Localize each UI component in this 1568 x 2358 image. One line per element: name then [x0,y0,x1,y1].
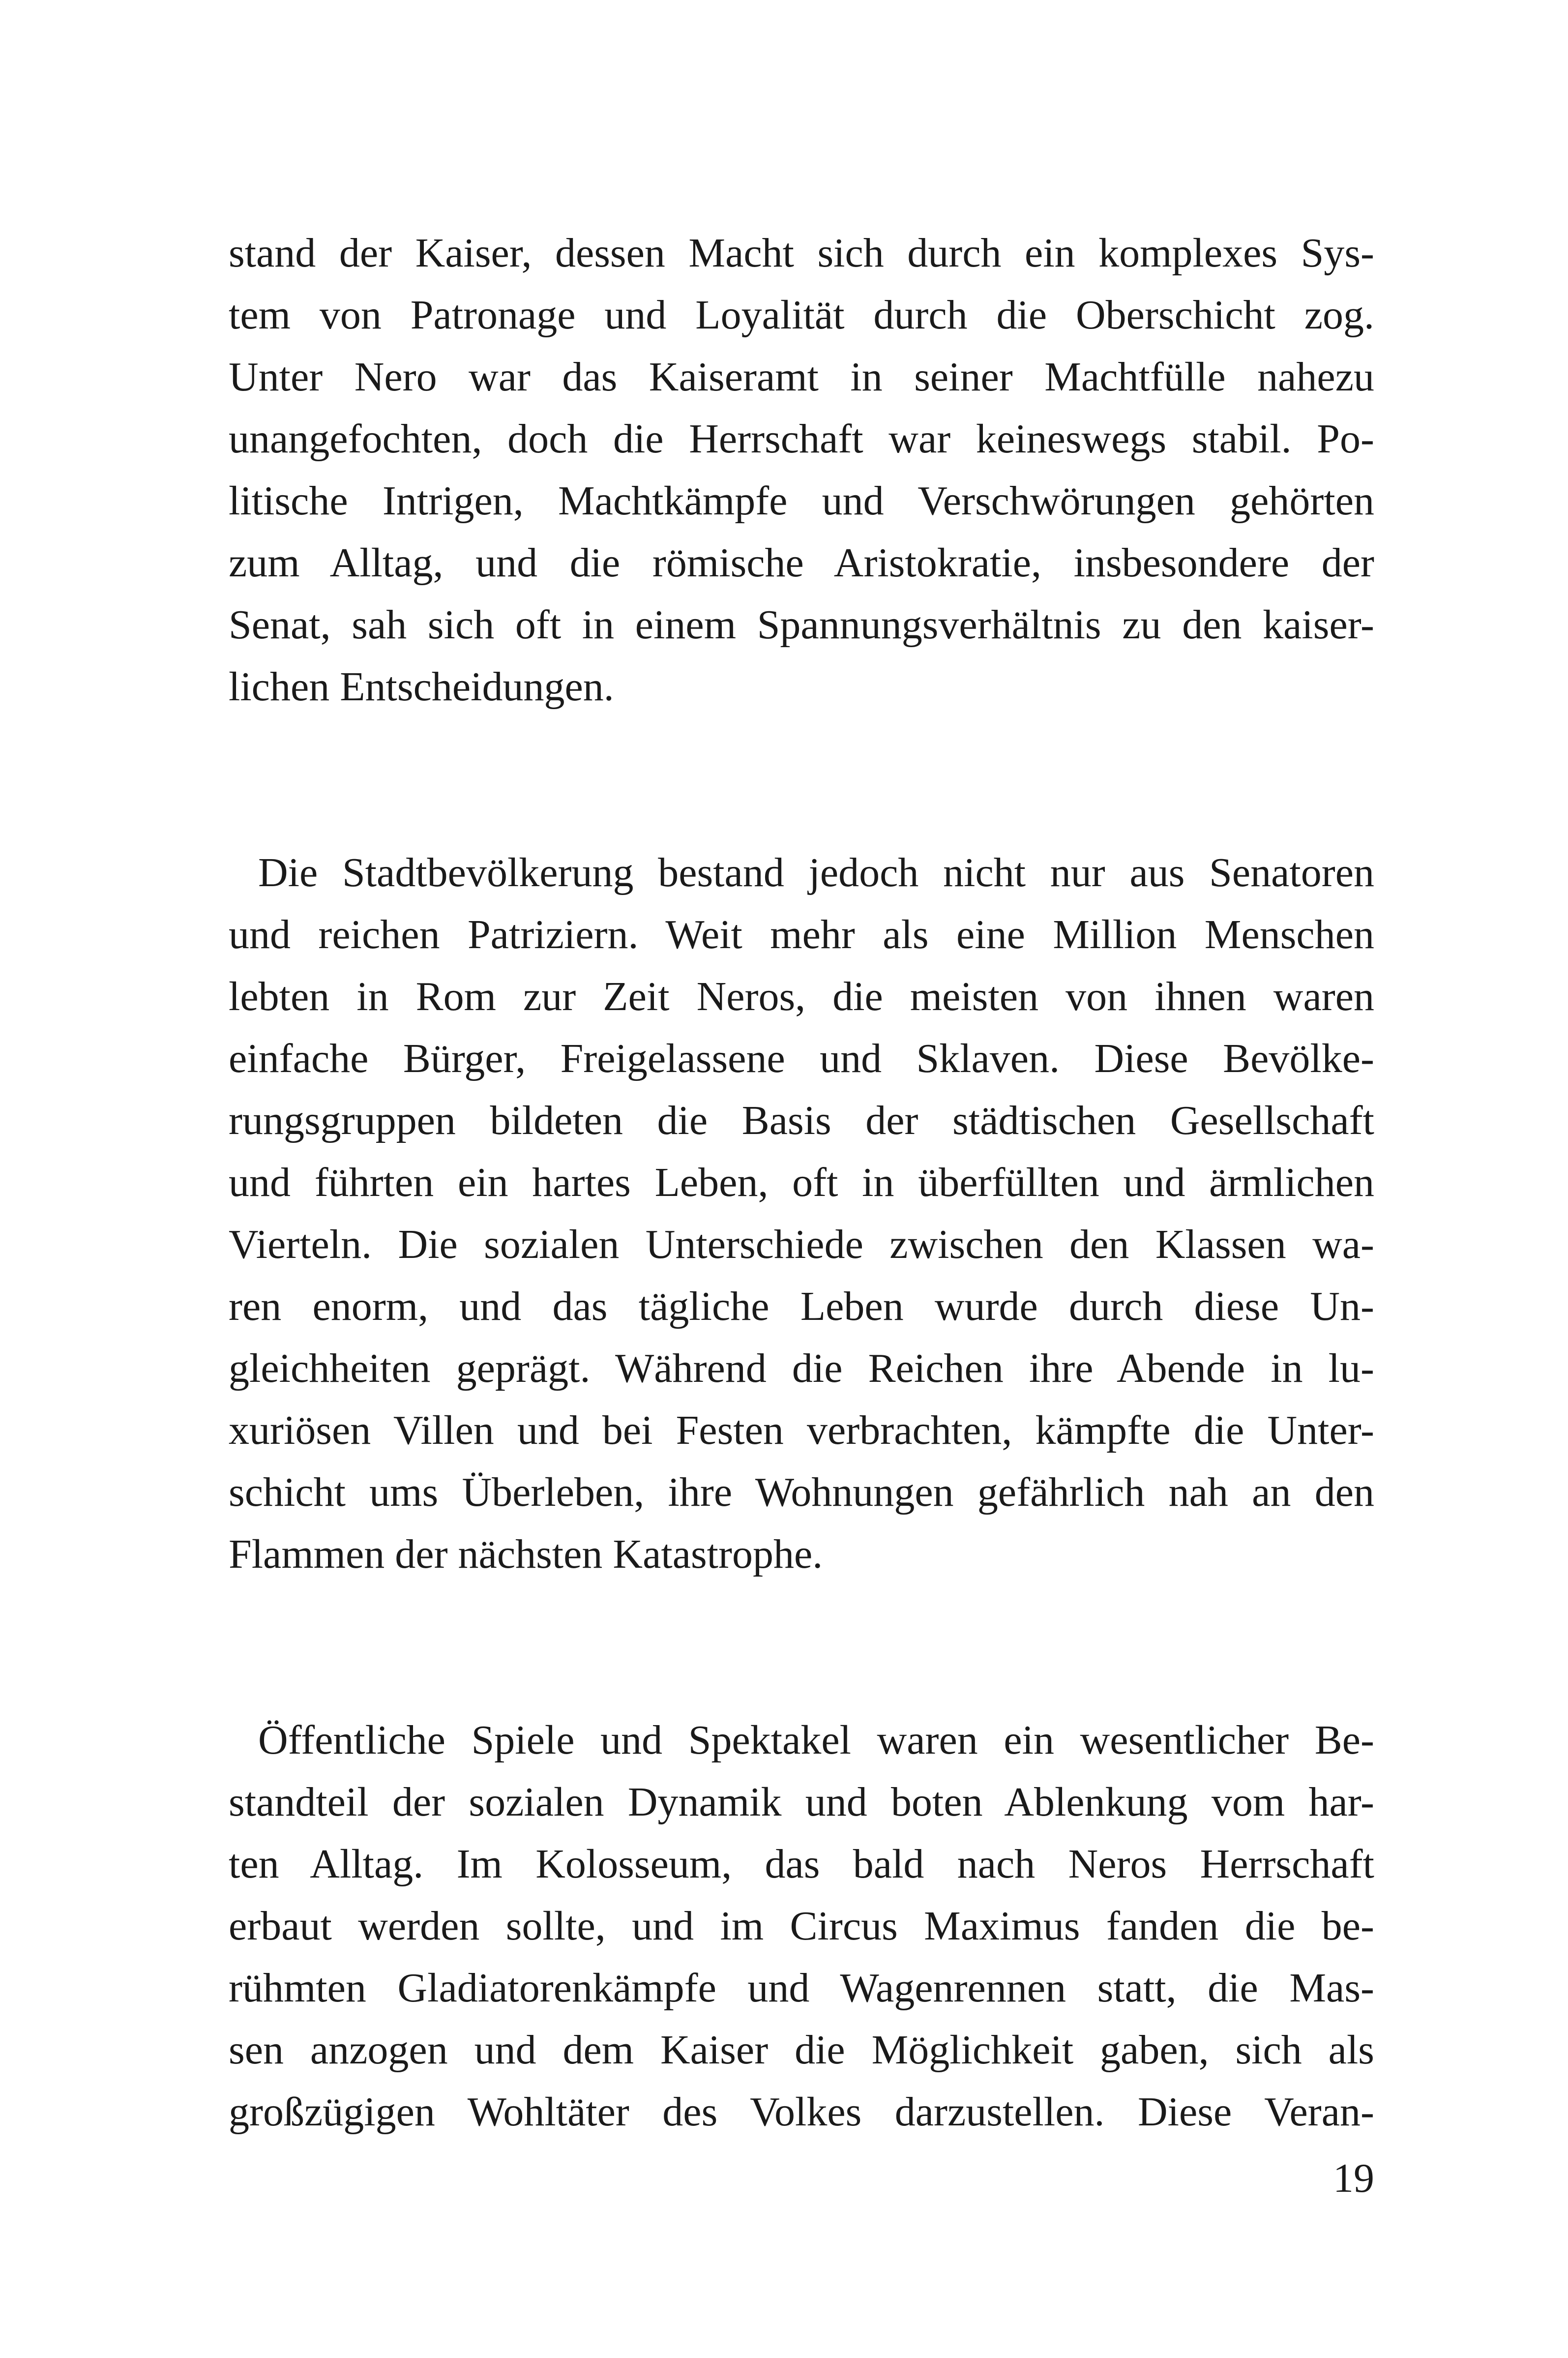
text-line: ren enorm, und das tägliche Leben wurde durch diese Un- [229,1283,1374,1329]
body-text [229,222,1374,2143]
text-line: gleichheiten geprägt. Während die Reichen ihre Abende in lu- [229,1345,1374,1391]
text-line: stand der Kaiser, dessen Macht sich durch ein komplexes Sys- [229,230,1374,276]
text-line: schicht ums Überleben, ihre Wohnungen gefährlich nah an den [229,1469,1374,1515]
text-line: standteil der sozialen Dynamik und boten Ablenkung vom har- [229,1779,1374,1825]
page-number: 19 [1333,2155,1374,2201]
text-line: Die Stadtbevölkerung bestand jedoch nicht nur aus Senatoren [258,850,1374,895]
text-line: Öffentliche Spiele und Spektakel waren ein wesentlicher Be- [258,1717,1374,1763]
text-line: ten Alltag. Im Kolosseum, das bald nach Neros Herrschaft [229,1841,1374,1887]
text-line: und reichen Patriziern. Weit mehr als eine Million Menschen [229,912,1374,957]
text-line: lebten in Rom zur Zeit Neros, die meisten von ihnen waren [229,974,1374,1019]
text-line: lichen Entscheidungen. [229,664,614,710]
text-line: und führten ein hartes Leben, oft in überfüllten und ärmlichen [229,1160,1374,1205]
text-line: sen anzogen und dem Kaiser die Möglichkeit gaben, sich als [229,2027,1374,2073]
text-line: Vierteln. Die sozialen Unterschiede zwischen den Klassen wa- [229,1222,1374,1267]
text-line: Unter Nero war das Kaiseramt in seiner Machtfülle nahezu [229,354,1374,400]
text-line: Flammen der nächsten Katastrophe. [229,1531,823,1577]
text-line: zum Alltag, und die römische Aristokratie, insbesondere der [229,540,1374,586]
paragraph-spacer [229,718,1374,842]
text-line: rühmten Gladiatorenkämpfe und Wagenrennen statt, die Mas- [229,1965,1374,2011]
text-line: großzügigen Wohltäter des Volkes darzustellen. Diese Veran- [229,2089,1374,2135]
text-line: xuriösen Villen und bei Festen verbrachten, kämpfte die Unter- [229,1407,1374,1453]
text-line: litische Intrigen, Machtkämpfe und Verschwörungen gehörten [229,478,1374,524]
paragraph-1 [229,222,1374,718]
text-line: Senat, sah sich oft in einem Spannungsverhältnis zu den kaiser- [229,602,1374,648]
text-line: unangefochten, doch die Herrschaft war keineswegs stabil. Po- [229,416,1374,462]
text-line: rungsgruppen bildeten die Basis der städtischen Gesellschaft [229,1098,1374,1143]
paragraph-spacer [229,1585,1374,1709]
paragraph-3 [229,1709,1374,2143]
text-line: einfache Bürger, Freigelassene und Sklaven. Diese Bevölke- [229,1036,1374,1081]
text-line: erbaut werden sollte, und im Circus Maximus fanden die be- [229,1903,1374,1949]
text-line: tem von Patronage und Loyalität durch die Oberschicht zog. [229,292,1374,338]
paragraph-2 [229,842,1374,1585]
